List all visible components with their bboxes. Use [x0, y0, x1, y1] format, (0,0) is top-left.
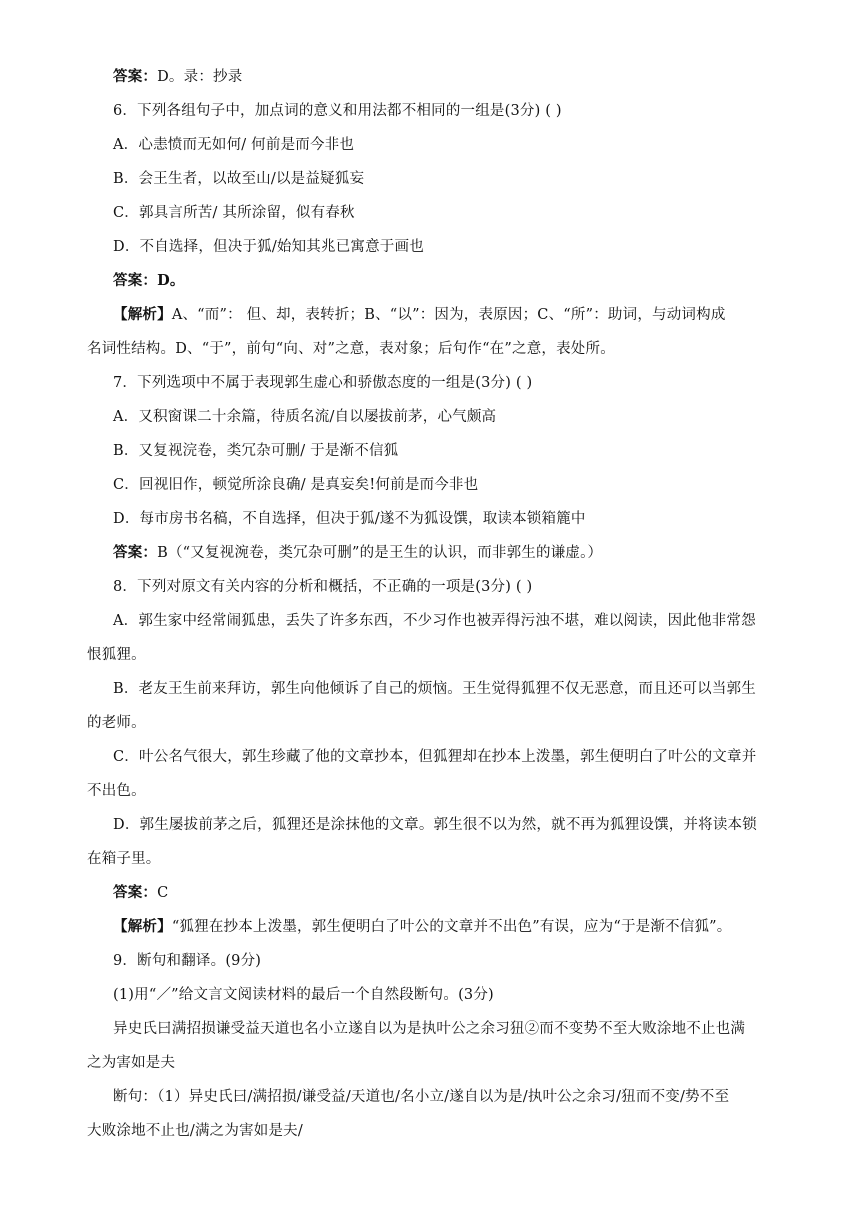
analysis-text: “狐狸在抄本上泼墨，郭生便明白了叶公的文章并不出色”有误，应为“于是渐不信狐”。: [171, 919, 732, 935]
answer-text: C: [157, 885, 169, 901]
option-6c: C．郭具言所苦/ 其所涂留，似有春秋: [113, 205, 355, 221]
option-6b: B．会王生者，以故至山/以是益疑狐妄: [113, 171, 365, 187]
passage-text-cont: 之为害如是夫: [87, 1055, 176, 1071]
question-6: 6．下列各组句子中，加点词的意义和用法都不相同的一组是(3分) ( ): [113, 103, 562, 119]
answer-7: [113, 543, 813, 563]
option-8d: D．郭生屡拔前茅之后，狐狸还是涂抹他的文章。郭生很不以为然，就不再为狐狸设馔，并将读本锁: [113, 817, 757, 833]
analysis-label: 【解析】: [113, 306, 172, 323]
option-6a: A．心恚愤而无如何/ 何前是而今非也: [113, 137, 355, 153]
question-9-1: (1)用“／”给文言文阅读材料的最后一个自然段断句。(3分): [113, 987, 494, 1003]
option-8b: B．老友王生前来拜访，郭生向他倾诉了自己的烦恼。王生觉得狐狸不仅无恶意，而且还可以当郭生: [113, 681, 756, 697]
analysis-label: 【解析】: [113, 918, 172, 935]
answer-label: 答案：: [113, 272, 158, 289]
option-8a: A．郭生家中经常闹狐患，丢失了许多东西，不少习作也被弄得污浊不堪，难以阅读，因此他非常怨: [113, 613, 756, 629]
option-7c: C．回视旧作，顿觉所涂良确/ 是真妄矣!何前是而今非也: [113, 477, 479, 493]
option-7b: B．又复视浣卷，类冗杂可删/ 于是渐不信狐: [113, 443, 399, 459]
option-8c: C．叶公名气很大，郭生珍藏了他的文章抄本，但狐狸却在抄本上泼墨，郭生便明白了叶公的文章并: [113, 749, 757, 765]
answer-text: B（“又复视涴卷，类冗杂可删”的是王生的认识，而非郭生的谦虚。）: [157, 545, 603, 561]
question-7: 7．下列选项中不属于表现郭生虚心和骄傲态度的一组是(3分) ( ): [113, 375, 533, 391]
answer-5: [113, 67, 813, 87]
option-8b-cont: 的老师。: [87, 715, 146, 731]
punctuation-answer: 断句：（1）异史氏曰/满招损/谦受益/天道也/名小立/遂自以为是/执叶公之余习/狃而不变/势不至: [113, 1089, 730, 1105]
passage-text: 异史氏曰满招损谦受益天道也名小立遂自以为是执叶公之余习狃②而不变势不至大败涂地不止也满: [113, 1021, 746, 1037]
analysis-text: A、“而”： 但、却，表转折；B、“以”：因为，表原因；C、“所”：助词，与动词构成: [171, 307, 726, 323]
option-7d: D．每市房书名稿，不自选择，但决于狐/遂不为狐设馔，取读本锁箱簏中: [113, 511, 586, 527]
analysis-8: [113, 917, 813, 937]
answer-text: D。录：抄录: [157, 69, 243, 85]
option-8d-cont: 在箱子里。: [87, 851, 161, 867]
option-8c-cont: 不出色。: [87, 783, 146, 799]
analysis-6: [113, 305, 813, 325]
answer-label: 答案：: [113, 884, 158, 901]
analysis-6-cont: 名词性结构。D、“于”，前句“向、对”之意，表对象；后句作“在”之意，表处所。: [87, 341, 615, 357]
option-8a-cont: 恨狐狸。: [87, 647, 146, 663]
option-7a: A．又积窗课二十余篇，待质名流/自以屡拔前茅，心气颇高: [113, 409, 497, 425]
question-9: 9．断句和翻译。(9分): [113, 953, 262, 969]
punctuation-answer-cont: 大败涂地不止也/满之为害如是夫/: [87, 1123, 303, 1139]
answer-label: 答案：: [113, 544, 158, 561]
option-6d: D．不自选择，但决于狐/始知其兆已寓意于画也: [113, 239, 424, 255]
answer-6: [113, 271, 813, 291]
answer-label: 答案：: [113, 68, 158, 85]
answer-text: D。: [157, 272, 185, 289]
question-8: 8．下列对原文有关内容的分析和概括，不正确的一项是(3分) ( ): [113, 579, 533, 595]
answer-8: [113, 883, 813, 903]
